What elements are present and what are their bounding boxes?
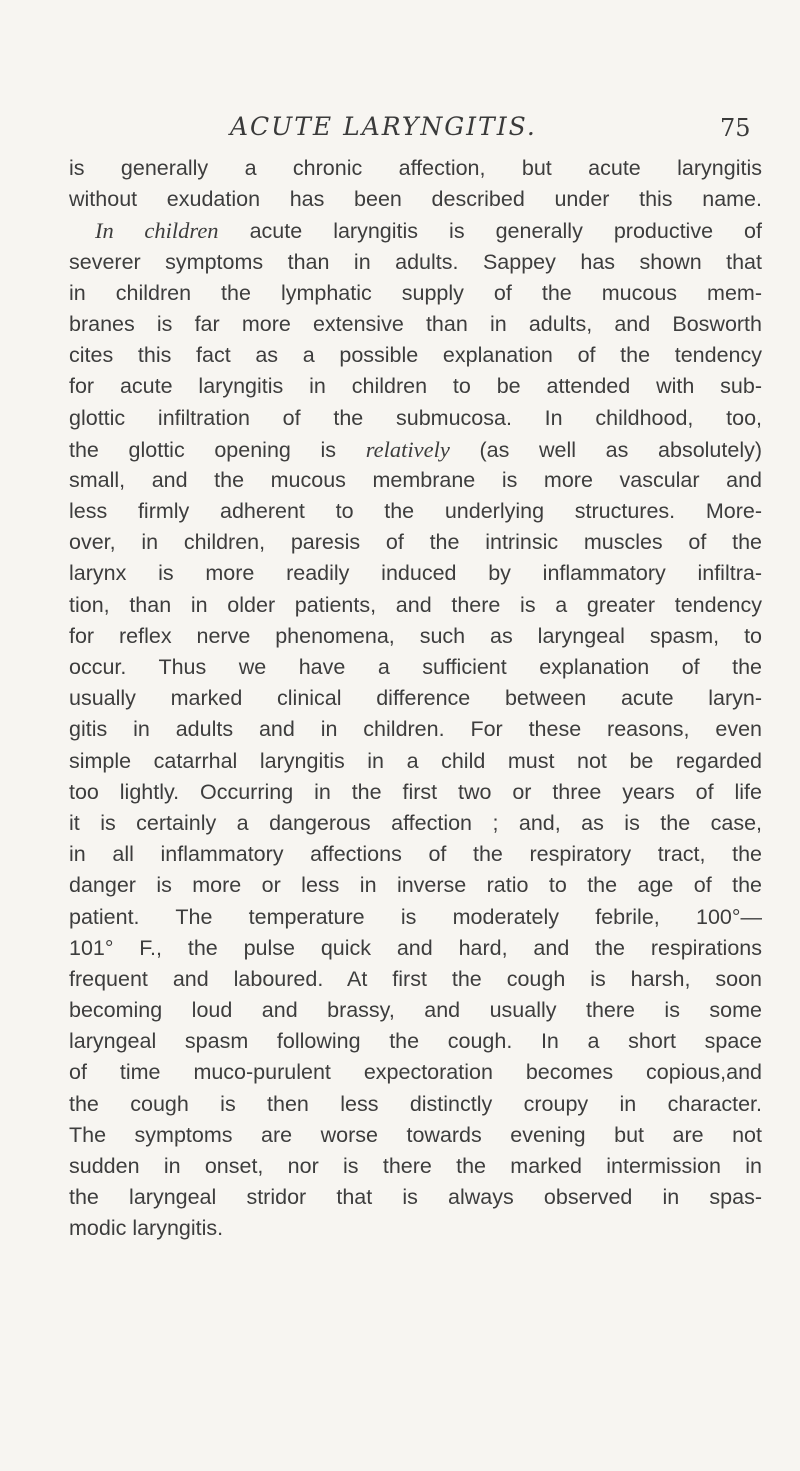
text-line: frequent and laboured. At first the cough is harsh, soon xyxy=(69,966,762,991)
text-line: danger is more or less in inverse ratio to the age of the xyxy=(69,873,762,898)
text-line: for reflex nerve phenomena, such as laryngeal spasm, to xyxy=(69,623,762,648)
text-line: laryngeal spasm following the cough. In a short space xyxy=(69,1029,762,1054)
text-line: patient. The temperature is moderately febrile, 100°— xyxy=(69,904,762,929)
text-line: of time muco-purulent expectoration becomes copious,and xyxy=(69,1060,762,1085)
italic-lead: In children xyxy=(95,218,219,244)
text-line: the cough is then less distinctly croupy in character. xyxy=(69,1091,762,1116)
text-line: without exudation has been described under this name. xyxy=(69,187,762,212)
text-line: less firmly adherent to the underlying structures. More- xyxy=(69,499,762,524)
text-line: larynx is more readily induced by inflammatory infiltra- xyxy=(69,561,762,586)
running-title: ACUTE LARYNGITIS. xyxy=(230,112,537,141)
text-line: for acute laryngitis in children to be attended with sub- xyxy=(69,374,762,399)
text-line: it is certainly a dangerous affection ; and, as is the case, xyxy=(69,810,762,835)
text-line: is generally a chronic affection, but acute laryngitis xyxy=(69,156,762,180)
text-line: modic laryngitis. xyxy=(69,1216,224,1241)
text-line: usually marked clinical difference between acute laryn- xyxy=(69,686,762,711)
text-line: glottic infiltration of the submucosa. In childhood, too, xyxy=(69,405,762,430)
text-line: the glottic opening is relatively (as well as absolutely) xyxy=(69,436,763,462)
text-line: occur. Thus we have a sufficient explanation of the xyxy=(69,655,762,679)
text-line: cites this fact as a possible explanation of the tendency xyxy=(69,343,762,368)
italic-emphasis: relatively xyxy=(365,436,450,462)
body-paragraph xyxy=(69,153,762,1245)
text-line: In children acute laryngitis is generally productive of xyxy=(95,218,762,244)
text-line: small, and the mucous membrane is more vascular and xyxy=(69,467,762,492)
text-line: too lightly. Occurring in the first two or three years of life xyxy=(69,779,762,804)
text-line: 101° F., the pulse quick and hard, and the respirations xyxy=(69,935,762,960)
text-line: becoming loud and brassy, and usually there is some xyxy=(69,998,762,1023)
text-line: in children the lymphatic supply of the mucous mem- xyxy=(69,280,762,305)
text-line: sudden in onset, nor is there the marked intermission in xyxy=(69,1154,762,1178)
text-line: severer symptoms than in adults. Sappey has shown that xyxy=(69,249,762,274)
page-number: 75 xyxy=(720,114,751,142)
text-line: in all inflammatory affections of the respiratory tract, the xyxy=(69,842,762,867)
text-line: gitis in adults and in children. For these reasons, even xyxy=(69,717,762,742)
text-line: simple catarrhal laryngitis in a child must not be regarded xyxy=(69,748,762,773)
text-line: branes is far more extensive than in adults, and Bosworth xyxy=(69,311,762,336)
text-line: The symptoms are worse towards evening but are not xyxy=(69,1122,762,1147)
text-line: over, in children, paresis of the intrinsic muscles of the xyxy=(69,530,762,555)
text-line: tion, than in older patients, and there is a greater tendency xyxy=(69,592,762,617)
text-line: the laryngeal stridor that is always observed in spas- xyxy=(69,1185,762,1210)
